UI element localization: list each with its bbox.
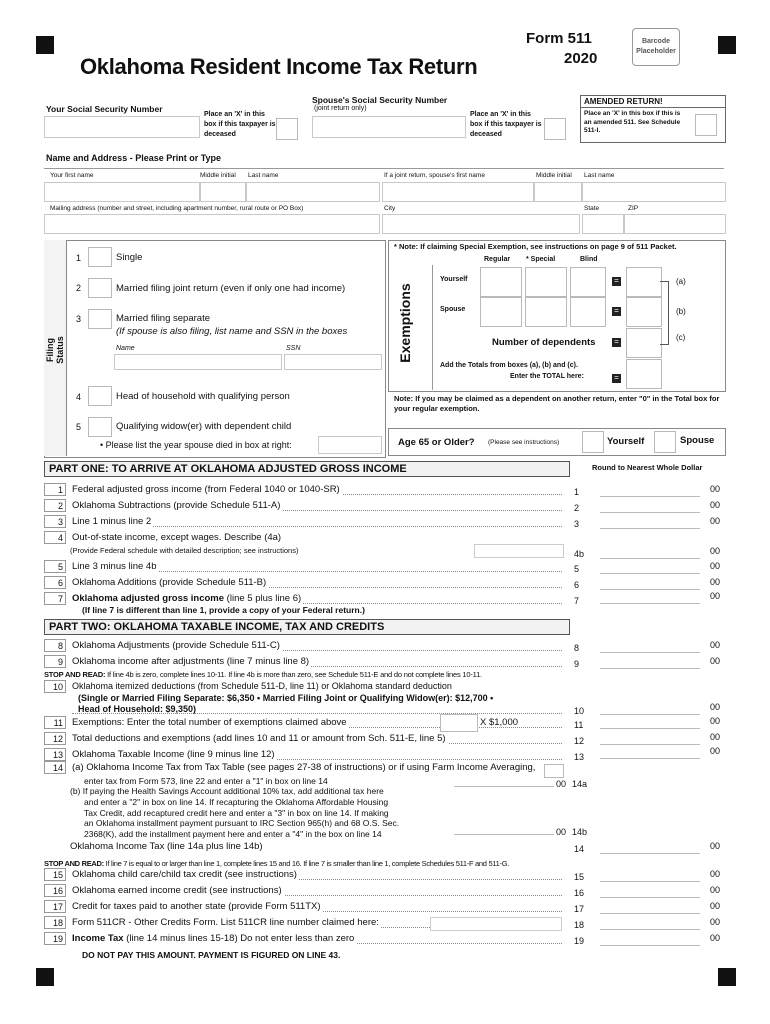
line-10-label: Oklahoma itemized deductions (from Schedule 511-D, line 11) or Oklahoma standard deduction xyxy=(72,681,452,691)
spouse-first-name-label: If a joint return, spouse's first name xyxy=(384,172,485,179)
spouse-last-name-label: Last name xyxy=(584,172,615,179)
spouse-deceased-note: Place an 'X' in this box if this taxpayer is deceased xyxy=(470,111,542,138)
tax-year: 2020 xyxy=(564,50,598,67)
line14-l3: (b) If paying the Health Savings Account additional 10% tax, add additional tax here xyxy=(70,786,384,796)
511cr-line-number-input[interactable] xyxy=(430,917,562,931)
filing-status-single-label: Single xyxy=(116,252,143,263)
line-number: 17 xyxy=(44,900,66,913)
filing-status-label: Filing Status xyxy=(45,336,65,364)
cents-value: 00 xyxy=(709,640,720,650)
cents-value: 00 xyxy=(709,500,720,510)
line14-l2: enter tax from Form 573, line 22 and enter a "1" in box on line 14 xyxy=(84,776,328,786)
cents-value: 00 xyxy=(709,869,720,879)
line-1-label: Federal adjusted gross income (from Federal 1040 or 1040-SR) xyxy=(72,484,340,495)
your-ssn-label: Your Social Security Number xyxy=(46,104,163,114)
cents-value: 00 xyxy=(709,746,720,756)
spouse-middle-initial-label: Middle initial xyxy=(536,172,572,179)
line-ref: 9 xyxy=(574,659,604,669)
line-ref: 4b xyxy=(574,549,604,559)
line4a-description-input[interactable] xyxy=(474,544,564,558)
line14b-amount-input[interactable] xyxy=(454,822,554,835)
line-9-label: Oklahoma income after adjustments (line 7 minus line 8) xyxy=(72,656,310,667)
row-spouse: Spouse xyxy=(440,306,466,313)
line-number: 18 xyxy=(44,916,66,929)
line-ref: 6 xyxy=(574,580,604,590)
mailing-address-label: Mailing address (number and street, including apartment number, rural route or PO Box) xyxy=(50,205,304,212)
line-4-amount-input[interactable] xyxy=(600,546,700,559)
age-65-spouse-label: Spouse xyxy=(680,435,715,446)
stop-read-1: STOP AND READ: If line 4b is zero, complete lines 10-11. If line 4b is more than zero, see Schedule 511-E and do not complete lines 10-11. xyxy=(44,670,482,679)
filing-status-joint-label: Married filing joint return (even if only one had income) xyxy=(116,283,346,294)
line14-l7: 2368(K), add the installment payment here and enter a "4" in the box on line 14 xyxy=(84,829,382,839)
line-15-amount-input[interactable] xyxy=(600,869,700,882)
city-input[interactable] xyxy=(382,214,580,234)
part-two-heading: PART TWO: OKLAHOMA TAXABLE INCOME, TAX AND CREDITS xyxy=(44,619,570,635)
separate-ssn-label: SSN xyxy=(286,345,301,352)
line-1-amount-input[interactable] xyxy=(600,484,700,497)
line-ref: 12 xyxy=(574,736,604,746)
line-ref: 19 xyxy=(574,936,604,946)
zip-input[interactable] xyxy=(624,214,726,234)
line-ref: 8 xyxy=(574,643,604,653)
exemptions-total-box[interactable] xyxy=(626,359,662,389)
line-ref: 13 xyxy=(574,752,604,762)
line-13-label: Oklahoma Taxable Income (line 9 minus line 12) xyxy=(72,749,275,760)
dependents-box[interactable] xyxy=(626,328,662,358)
spouse-total-box[interactable] xyxy=(626,297,662,327)
spouse-blind-box[interactable] xyxy=(570,297,606,327)
line-10-amount-input[interactable] xyxy=(600,702,700,715)
middle-initial-label: Middle initial xyxy=(200,172,236,179)
part-one-heading: PART ONE: TO ARRIVE AT OKLAHOMA ADJUSTED GROSS INCOME xyxy=(44,461,570,477)
filing-status-separate-checkbox[interactable] xyxy=(88,309,112,329)
line-14-label: (a) Oklahoma Income Tax from Tax Table (see pages 27-38 of instructions) or if using Farm Income Averaging, xyxy=(72,762,536,773)
line-ref: 14 xyxy=(574,844,604,854)
line-ref: 11 xyxy=(574,720,604,730)
line-16-label: Oklahoma earned income credit (see instructions) xyxy=(72,885,282,896)
col-blind: Blind xyxy=(580,256,598,263)
line-15-label: Oklahoma child care/child tax credit (see instructions) xyxy=(72,869,297,880)
line-11-amount-input[interactable] xyxy=(600,716,700,729)
line11-multiplier: X $1,000 xyxy=(480,717,519,728)
amended-note: Place an 'X' in this box if this is an amended 511. See Schedule 511-I. xyxy=(584,110,681,134)
filing-separate-note: (If spouse is also filing, list name and SSN in the boxes xyxy=(116,326,348,337)
line-ref: 5 xyxy=(574,564,604,574)
cents-value: 00 xyxy=(709,656,720,666)
line-number: 7 xyxy=(44,592,66,605)
line-ref: 15 xyxy=(574,872,604,882)
last-name-input[interactable] xyxy=(246,182,380,202)
amended-title: AMENDED RETURN! xyxy=(581,96,725,108)
footer-warning: DO NOT PAY THIS AMOUNT. PAYMENT IS FIGURED ON LINE 43. xyxy=(82,950,341,960)
line-ref: 10 xyxy=(574,706,604,716)
registration-mark xyxy=(718,36,736,54)
line-2-label: Oklahoma Subtractions (provide Schedule 511-A) xyxy=(72,500,281,511)
amended-return-box xyxy=(580,95,726,143)
spouse-ssn-sublabel: (joint return only) xyxy=(314,105,367,112)
equals-icon: = xyxy=(612,338,621,347)
filing-status-widow-checkbox[interactable] xyxy=(88,417,112,437)
zip-label: ZIP xyxy=(628,205,639,212)
filing-status-hoh-checkbox[interactable] xyxy=(88,386,112,406)
first-name-input[interactable] xyxy=(44,182,200,202)
cents-value: 00 xyxy=(709,516,720,526)
line7-sub: (If line 7 is different than line 1, provide a copy of your Federal return.) xyxy=(82,605,365,615)
line-19-amount-input[interactable] xyxy=(600,933,700,946)
first-name-label: Your first name xyxy=(50,172,94,179)
line-17-label: Credit for taxes paid to another state (provide Form 511TX) xyxy=(72,901,321,912)
cents-value: 00 xyxy=(709,917,720,927)
page-title: Oklahoma Resident Income Tax Return xyxy=(80,54,478,79)
line-18-amount-input[interactable] xyxy=(600,917,700,930)
line-ref: 7 xyxy=(574,596,604,606)
line-8-amount-input[interactable] xyxy=(600,640,700,653)
line14-code-box[interactable] xyxy=(544,764,564,778)
exemptions-count-input[interactable] xyxy=(440,714,478,732)
filing-status-hoh-label: Head of household with qualifying person xyxy=(116,391,290,402)
cents-value: 00 xyxy=(709,484,720,494)
cents-value: 00 xyxy=(709,841,720,851)
age-65-sublabel: (Please see instructions) xyxy=(488,439,560,446)
age-65-label: Age 65 or Older? xyxy=(398,437,475,448)
line-number: 3 xyxy=(44,515,66,528)
yourself-blind-box[interactable] xyxy=(570,267,606,297)
line14-l4: and enter a "2" in box on line 14. If recapturing the Oklahoma Affordable Housing xyxy=(84,797,389,807)
stop-read-2: STOP AND READ: If line 7 is equal to or larger than line 1, complete lines 15 and 16. If line 7 is smaller than line 1, complete Schedules 511-F and 511-G. xyxy=(44,859,510,868)
line-14-amount-input[interactable] xyxy=(600,841,700,854)
cents-value: 00 xyxy=(709,546,720,556)
dependent-note: Note: If you may be claimed as a dependent on another return, enter "0" in the Total box for your regular exemption. xyxy=(394,394,720,413)
cents-value: 00 xyxy=(709,577,720,587)
spouse-regular-box[interactable] xyxy=(480,297,522,327)
line-19-label: Income Tax (line 14 minus lines 15-18) Do not enter less than zero xyxy=(72,933,355,944)
line-number: 8 xyxy=(44,639,66,652)
round-note: Round to Nearest Whole Dollar xyxy=(592,463,703,472)
spouse-last-name-input[interactable] xyxy=(582,182,726,202)
mark-a: (a) xyxy=(676,277,686,286)
line-7-label: Oklahoma adjusted gross income (line 5 plus line 6) xyxy=(72,593,302,604)
yourself-total-box[interactable] xyxy=(626,267,662,297)
line10-deduction-amounts: (Single or Married Filing Separate: $6,350 • Married Filing Joint or Qualifying Widow(er): $12,700 • xyxy=(78,693,494,703)
filing-status-widow-label: Qualifying widow(er) with dependent child xyxy=(116,421,292,432)
line-number: 12 xyxy=(44,732,66,745)
registration-mark xyxy=(718,968,736,986)
spouse-deceased-checkbox[interactable] xyxy=(544,118,566,140)
line-number: 19 xyxy=(44,932,66,945)
line-4-label: Out-of-state income, except wages. Describe (4a) xyxy=(72,532,282,543)
age-65-yourself-checkbox[interactable] xyxy=(582,431,604,453)
spouse-ssn-input[interactable] xyxy=(312,116,466,138)
mark-c: (c) xyxy=(676,333,686,342)
line-8-label: Oklahoma Adjustments (provide Schedule 511-C) xyxy=(72,640,280,651)
line-number: 6 xyxy=(44,576,66,589)
your-ssn-input[interactable] xyxy=(44,116,200,138)
barcode-placeholder: Barcode Placeholder xyxy=(632,28,680,66)
line14-l5: Tax Credit, add recaptured credit here and enter a "3" in box on line 14. If making xyxy=(84,808,389,818)
line-number: 15 xyxy=(44,868,66,881)
line-11-label: Exemptions: Enter the total number of exemptions claimed above xyxy=(72,717,347,728)
spouse-first-name-input[interactable] xyxy=(382,182,534,202)
city-label: City xyxy=(384,205,396,212)
line-3-amount-input[interactable] xyxy=(600,516,700,529)
cents-value: 00 xyxy=(709,716,720,726)
filing-status-separate-label: Married filing separate xyxy=(116,313,210,324)
dependents-label: Number of dependents xyxy=(492,337,596,348)
cents-value: 00 xyxy=(709,591,720,601)
line-number: 10 xyxy=(44,680,66,693)
yourself-special-box[interactable] xyxy=(525,267,567,297)
cents-value: 00 xyxy=(709,885,720,895)
line-number: 14 xyxy=(44,761,66,774)
registration-mark xyxy=(36,36,54,54)
line-2-amount-input[interactable] xyxy=(600,500,700,513)
line10-hoh-amount: Head of Household: $9,350) xyxy=(78,704,197,714)
form-number: Form 511 xyxy=(526,30,592,47)
registration-mark xyxy=(36,968,54,986)
spouse-special-box[interactable] xyxy=(525,297,567,327)
line-18-label: Form 511CR - Other Credits Form. List 511CR line number claimed here: xyxy=(72,917,379,928)
line-ref: 1 xyxy=(574,487,604,497)
middle-initial-input[interactable] xyxy=(200,182,246,202)
line-ref: 17 xyxy=(574,904,604,914)
line-number: 9 xyxy=(44,655,66,668)
spouse-ssn-label: Spouse's Social Security Number xyxy=(312,95,448,105)
cents-value: 00 xyxy=(709,732,720,742)
special-exemption-note: * Note: If claiming Special Exemption, see instructions on page 9 of 511 Packet. xyxy=(394,242,677,251)
age-65-spouse-checkbox[interactable] xyxy=(654,431,676,453)
line-number: 2 xyxy=(44,499,66,512)
last-name-label: Last name xyxy=(248,172,279,179)
equals-icon: = xyxy=(612,277,621,286)
line-9-amount-input[interactable] xyxy=(600,656,700,669)
cents-value: 00 xyxy=(709,901,720,911)
line-ref: 16 xyxy=(574,888,604,898)
cents-value: 00 xyxy=(709,561,720,571)
amended-checkbox[interactable] xyxy=(695,114,717,136)
equals-icon: = xyxy=(612,307,621,316)
mark-b: (b) xyxy=(676,307,686,316)
col-regular: Regular xyxy=(484,256,511,263)
widow-year-note: • Please list the year spouse died in box at right: xyxy=(100,440,292,450)
name-address-heading: Name and Address - Please Print or Type xyxy=(46,153,222,163)
line-number: 13 xyxy=(44,748,66,761)
line-12-amount-input[interactable] xyxy=(600,732,700,745)
yourself-regular-box[interactable] xyxy=(480,267,522,297)
cents-value: 00 xyxy=(709,933,720,943)
line-number: 16 xyxy=(44,884,66,897)
age-65-yourself-label: Yourself xyxy=(607,436,645,447)
total-instructions-2: Enter the TOTAL here: xyxy=(510,373,584,380)
state-label: State xyxy=(584,205,600,212)
line-13-amount-input[interactable] xyxy=(600,746,700,759)
line-17-amount-input[interactable] xyxy=(600,901,700,914)
filing-status-joint-checkbox[interactable] xyxy=(88,278,112,298)
line-16-amount-input[interactable] xyxy=(600,885,700,898)
line-7-amount-input[interactable] xyxy=(600,591,700,604)
row-yourself: Yourself xyxy=(440,276,468,283)
spouse-separate-ssn-input[interactable] xyxy=(284,354,382,370)
exemptions-label: Exemptions xyxy=(397,283,413,363)
taxpayer-deceased-checkbox[interactable] xyxy=(276,118,298,140)
state-input[interactable] xyxy=(582,214,624,234)
line-3-label: Line 1 minus line 2 xyxy=(72,516,152,527)
line4-sub: (Provide Federal schedule with detailed description; see instructions) xyxy=(70,546,299,555)
spouse-middle-initial-input[interactable] xyxy=(534,182,582,202)
mailing-address-input[interactable] xyxy=(44,214,380,234)
line14a-amount-input[interactable] xyxy=(454,774,554,787)
spouse-death-year-input[interactable] xyxy=(318,436,382,454)
spouse-separate-name-input[interactable] xyxy=(114,354,282,370)
separate-name-label: Name xyxy=(116,345,135,352)
line-ref: 18 xyxy=(574,920,604,930)
line-ref: 3 xyxy=(574,519,604,529)
line-number: 11 xyxy=(44,716,66,729)
line-number: 4 xyxy=(44,531,66,544)
line-6-amount-input[interactable] xyxy=(600,577,700,590)
cents-value: 00 xyxy=(709,702,720,712)
line-5-label: Line 3 minus line 4b xyxy=(72,561,157,572)
line14-l6: an Oklahoma installment payment pursuant to IRC Section 965(h) and 68 O.S. Sec. xyxy=(84,818,400,828)
deceased-note: Place an 'X' in this box if this taxpayer is deceased xyxy=(204,111,276,138)
line-5-amount-input[interactable] xyxy=(600,561,700,574)
line-12-label: Total deductions and exemptions (add lines 10 and 11 or amount from Sch. 511-E, line 5) xyxy=(72,733,446,744)
total-instructions-1: Add the Totals from boxes (a), (b) and (c). xyxy=(440,362,578,369)
line-number: 1 xyxy=(44,483,66,496)
filing-status-single-checkbox[interactable] xyxy=(88,247,112,267)
line-number: 5 xyxy=(44,560,66,573)
line-6-label: Oklahoma Additions (provide Schedule 511-B) xyxy=(72,577,267,588)
line14-total-label: Oklahoma Income Tax (line 14a plus line 14b) xyxy=(70,841,263,852)
col-special: * Special xyxy=(526,256,556,263)
line-ref: 2 xyxy=(574,503,604,513)
equals-icon: = xyxy=(612,374,621,383)
